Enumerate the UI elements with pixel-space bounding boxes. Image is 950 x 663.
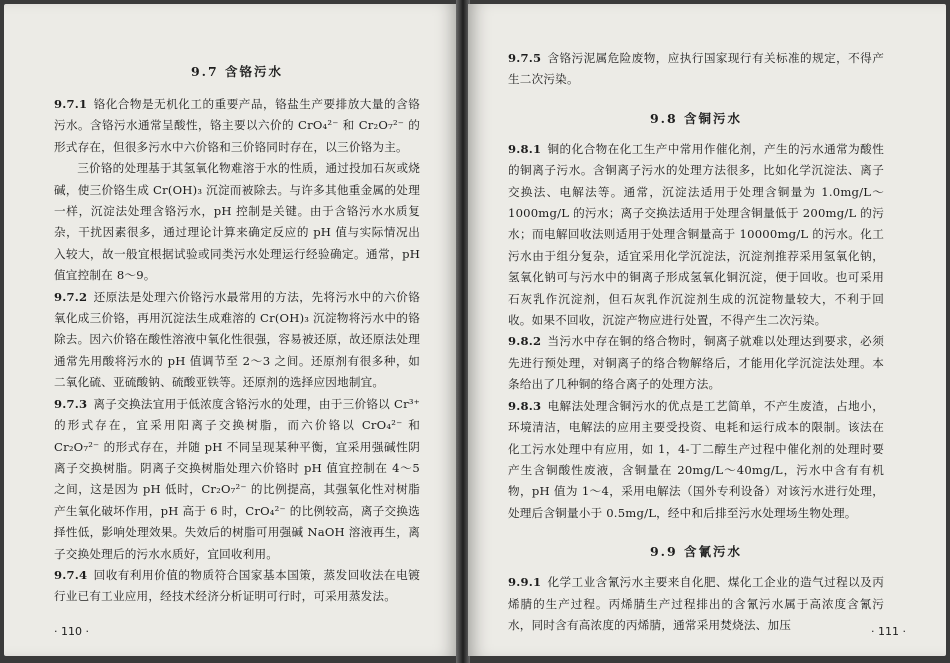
paragraph-9-9-1 (508, 572, 884, 636)
paragraph-9-7-1-cont (54, 158, 420, 286)
paragraph-text: 还原法是处理六价铬污水最常用的方法，先将污水中的六价铬氧化成三价铬，再用沉淀法生成难溶的 Cr(OH)₃ 沉淀物将污水中的铬除去。因六价铬在酸性溶液中氧化性很强，容易被还原，故还原法处理通常先用酸将污水的 pH 值调节至 2～3 之间。还原剂有很多种，如二氧化硫、亚硫酸钠、硫酸亚铁等。还原剂的选择应因地制宜。 (54, 289, 420, 390)
clause-number: 9.8.1 (508, 141, 542, 156)
paragraph-text: 当污水中存在铜的络合物时，铜离子就难以处理达到要求，必须先进行预处理，对铜离子的络合物解络后，才能用化学沉淀法处理。本条给出了几种铜的络合离子的处理方法。 (508, 334, 884, 392)
clause-number: 9.8.2 (508, 334, 542, 349)
clause-number: 9.9.1 (508, 575, 542, 590)
clause-number: 9.7.3 (54, 396, 88, 411)
paragraph-9-8-2 (508, 331, 884, 395)
left-page-content (54, 62, 420, 608)
left-page (4, 4, 458, 656)
paragraph-text: 电解法处理含铜污水的优点是工艺简单，不产生废渣，占地小，环境清洁，电解法的应用主要受投资、电耗和运行成本的限制。该法在化工污水处理中有应用，如 1，4-丁二醇生产过程中催化剂的处理时要产生含铜酸性废液，含铜量在 20mg/L～40mg/L，污水中含有有机物，pH 值为 1～4，采用电解法（国外专利设备）对该污水进行处理，处理后含铜量小于 0.5mg/L，经中和后排至污水处理场生物处理。 (508, 398, 884, 520)
paragraph-9-7-1 (54, 94, 420, 158)
paragraph-text: 铜的化合物在化工生产中常用作催化剂，产生的污水通常为酸性的铜离子污水。含铜离子污水的处理方法很多，比如化学沉淀法、离子交换法、电解法等。通常，沉淀法适用于处理含铜量为 1.0mg/L～1000mg/L 的污水；离子交换法适用于处理含铜量低于 200mg/L 的污水；而电解回收法则适用于处理含铜量高于 10000mg/L 的污水。化工污水由于组分复杂，适宜采用化学沉淀法，沉淀剂推荐采用氢氧化钠，氢氧化钠可与污水中的铜离子形成氢氧化铜沉淀，便于回收。也可采用石灰乳作沉淀剂，但石灰乳作沉淀剂生成的沉淀物量较大，不利于回收。如果不回收，沉淀产物应进行处置，不得产生二次污染。 (508, 141, 884, 328)
page-number-left: · 110 · (54, 625, 89, 638)
paragraph-text: 铬化合物是无机化工的重要产品，铬盐生产要排放大量的含铬污水。含铬污水通常呈酸性，铬主要以六价的 CrO₄²⁻ 和 Cr₂O₇²⁻ 的形式存在，但很多污水中六价铬和三价铬同时存在，以三价铬为主。 (54, 97, 420, 154)
clause-number: 9.7.5 (508, 51, 542, 65)
paragraph-text: 含铬污泥属危险废物，应执行国家现行有关标准的规定，不得产生二次污染。 (508, 51, 884, 87)
paragraph-text: 化学工业含氰污水主要来自化肥、煤化工企业的造气过程以及丙烯腈的生产过程。丙烯腈生产过程排出的含氰污水属于高浓度含氰污水，同时含有高浓度的丙烯腈，通常采用焚烧法、加压 (508, 575, 884, 632)
paragraph-text: 回收有利用价值的物质符合国家基本国策，蒸发回收法在电镀行业已有工业应用，经技术经济分析证明可行时，可采用蒸发法。 (54, 567, 420, 604)
paragraph-9-8-3 (508, 396, 884, 524)
right-page-content (508, 48, 884, 636)
clause-number: 9.8.3 (508, 398, 542, 413)
paragraph-9-7-3 (54, 394, 420, 565)
section-title-9-9: 9.9 含氰污水 (649, 544, 743, 560)
right-page (468, 4, 946, 656)
paragraph-text: 三价铬的处理基于其氢氧化物难溶于水的性质，通过投加石灰或烧碱，使三价铬生成 Cr(OH)₃ 沉淀而被除去。与许多其他重金属的处理一样，沉淀法处理含铬污水，pH 控制是关键。由于含铬污水水质复杂，干扰因素很多，通过理论计算来确定反应的 pH 值与实际情况出入较大，故一般宜根据试验或同类污水处理运行经验确定。通常，pH 值宜控制在 8～9。 (54, 161, 420, 283)
paragraph-9-7-4 (54, 565, 420, 608)
paragraph-9-8-1 (508, 139, 884, 332)
page-number-right: · 111 · (871, 625, 906, 638)
clause-number: 9.7.1 (54, 97, 88, 111)
paragraph-text: 离子交换法宜用于低浓度含铬污水的处理，由于三价铬以 Cr³⁺ 的形式存在，宜采用阳离子交换树脂，而六价铬以 CrO₄²⁻ 和 Cr₂O₇²⁻ 的形式存在，并随 pH 不同呈现某种平衡，宜采用强碱性阴离子交换树脂。阴离子交换树脂处理六价铬时 pH 值宜控制在 4～5 之间，这是因为 pH 低时，Cr₂O₇²⁻ 的比例提高，其强氧化性对树脂产生氧化破坏作用，pH 高于 6 时，CrO₄²⁻ 的比例较高，离子交换选择性低，影响处理效果。失效后的树脂可用强碱 NaOH 溶液再生，离子交换处理后的污水水质好，宜回收利用。 (54, 396, 420, 561)
clause-number: 9.7.4 (54, 567, 88, 582)
section-title-9-8: 9.8 含铜污水 (649, 110, 743, 126)
section-title-9-7: 9.7 含铬污水 (190, 64, 284, 79)
paragraph-9-7-5 (508, 48, 884, 91)
paragraph-9-7-2 (54, 287, 420, 394)
clause-number: 9.7.2 (54, 289, 88, 304)
